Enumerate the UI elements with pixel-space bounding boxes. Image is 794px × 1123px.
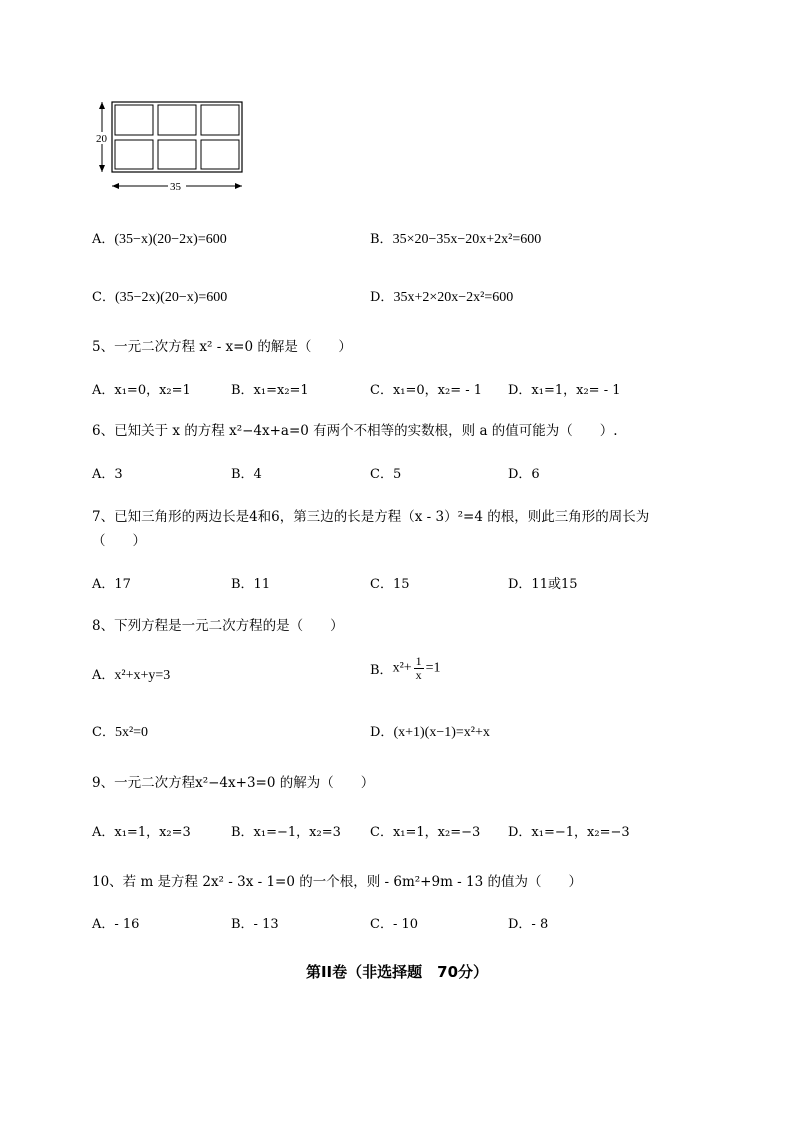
q6-stem: 6、已知关于 x 的方程 x²−4x+a=0 有两个不相等的实数根，则 a 的值可能为（ ）. xyxy=(92,423,618,439)
arrow-up-icon xyxy=(99,102,105,109)
q8-option-d-expr: (x+1)(x−1)=x²+x xyxy=(393,725,490,740)
q9-option-d: D．x₁=−1，x₂=−3 xyxy=(508,825,630,840)
q4-option-b-expr: 35×20−35x−20x+2x²=600 xyxy=(392,232,542,247)
q7-stem-line1: 7、已知三角形的两边长是4和6，第三边的长是方程（x - 3）²=4 的根，则此三角形的周长为 xyxy=(92,509,650,525)
q7-option-c: C．15 xyxy=(370,577,410,592)
q10-stem: 10、若 m 是方程 2x² - 3x - 1=0 的一个根，则 - 6m²+9m - 13 的值为（ ） xyxy=(92,874,583,890)
q5-stem: 5、一元二次方程 x² - x=0 的解是（ ） xyxy=(92,339,352,355)
q10-option-b: B．- 13 xyxy=(231,917,279,932)
q4-option-a-expr: (35−x)(20−2x)=600 xyxy=(114,232,227,247)
figure-svg xyxy=(92,96,252,200)
q8-option-d: D．(x+1)(x−1)=x²+x xyxy=(370,725,490,740)
q4-option-c: C．(35−2x)(20−x)=600 xyxy=(92,290,228,305)
q7-stem-line2: （ ） xyxy=(92,533,146,549)
figure-plot xyxy=(158,140,196,169)
q9-option-a: A．x₁=1，x₂=3 xyxy=(92,825,191,840)
q8-option-b-fraction: $\frac{1}{x}$ xyxy=(415,654,422,682)
q4-option-d-expr: 35x+2×20x−2x²=600 xyxy=(393,290,514,305)
q8-option-c: C．5x²=0 xyxy=(92,725,149,740)
q5-option-d: D．x₁=1，x₂= - 1 xyxy=(508,383,621,398)
q9-option-b: B．x₁=−1，x₂=3 xyxy=(231,825,341,840)
q5-option-c: C．x₁=0，x₂= - 1 xyxy=(370,383,483,398)
q8-option-b: B．x²+ $\frac{1}{x}$ =1 xyxy=(370,654,441,682)
q6-option-d: D．6 xyxy=(508,467,540,482)
q6-option-a: A．3 xyxy=(92,467,123,482)
q7-option-b: B．11 xyxy=(231,577,271,592)
q7-option-d: D．11或15 xyxy=(508,577,578,592)
q7-option-a: A．17 xyxy=(92,577,131,592)
q6-option-b: B．4 xyxy=(231,467,262,482)
q6-option-c: C．5 xyxy=(370,467,402,482)
q8-option-c-expr: 5x²=0 xyxy=(114,725,149,740)
q4-option-a: A．(35−x)(20−2x)=600 xyxy=(92,232,227,247)
figure-plot xyxy=(158,105,196,135)
q10-option-d: D．- 8 xyxy=(508,917,549,932)
rectangle-figure xyxy=(92,96,252,204)
q9-stem: 9、一元二次方程x²−4x+3=0 的解为（ ） xyxy=(92,775,375,791)
q8-option-a: A．x²+x+y=3 xyxy=(92,668,171,683)
q4-option-d: D．35x+2×20x−2x²=600 xyxy=(370,290,514,305)
q10-option-c: C．- 10 xyxy=(370,917,419,932)
arrow-right-icon xyxy=(235,183,242,189)
figure-plot xyxy=(201,140,239,169)
q4-option-b: B．35×20−35x−20x+2x²=600 xyxy=(370,232,542,247)
figure-outer-rect xyxy=(112,102,242,172)
section-title: 第II卷（非选择题 70分） xyxy=(305,963,489,981)
width-label: 35 xyxy=(170,181,181,193)
figure-plot xyxy=(201,105,239,135)
q5-option-a: A．x₁=0，x₂=1 xyxy=(92,383,191,398)
q5-option-b: B．x₁=x₂=1 xyxy=(231,383,309,398)
q4-option-c-expr: (35−2x)(20−x)=600 xyxy=(114,290,228,305)
q8-option-a-expr: x²+x+y=3 xyxy=(114,668,171,683)
q8-stem: 8、下列方程是一元二次方程的是（ ） xyxy=(92,618,344,634)
figure-plot xyxy=(115,140,153,169)
q9-option-c: C．x₁=1，x₂=−3 xyxy=(370,825,481,840)
height-label: 20 xyxy=(96,133,107,145)
arrow-down-icon xyxy=(99,165,105,172)
figure-plot xyxy=(115,105,153,135)
arrow-left-icon xyxy=(112,183,119,189)
q10-option-a: A．- 16 xyxy=(92,917,140,932)
